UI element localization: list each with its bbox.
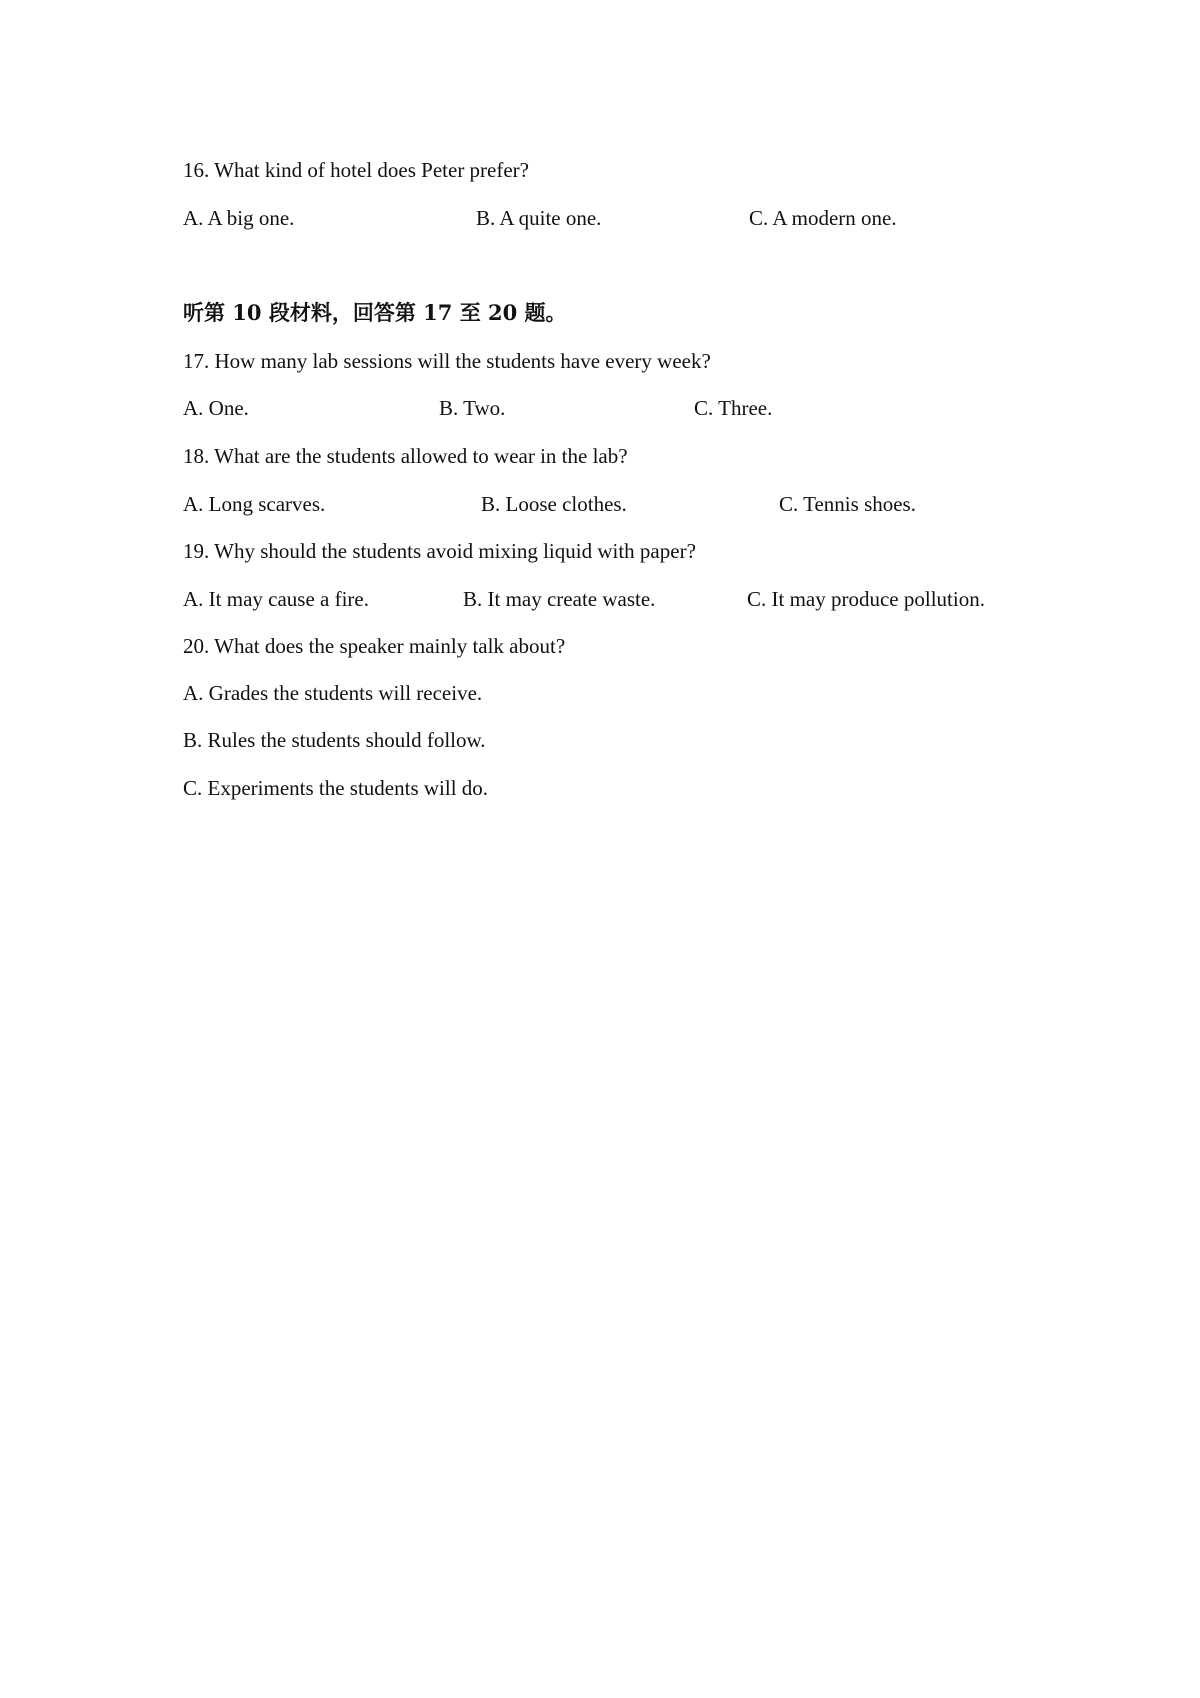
- q18-option-b: B. Loose clothes.: [481, 492, 627, 516]
- q19-option-b: B. It may create waste.: [463, 587, 656, 611]
- question-16: 16. What kind of hotel does Peter prefer?: [183, 158, 529, 182]
- q20-option-b: B. Rules the students should follow.: [183, 728, 486, 752]
- question-17: 17. How many lab sessions will the students have every week?: [183, 349, 711, 373]
- q16-option-a: A. A big one.: [183, 206, 295, 230]
- q18-option-c: C. Tennis shoes.: [779, 492, 916, 516]
- q16-option-c: C. A modern one.: [749, 206, 897, 230]
- q17-option-a: A. One.: [183, 396, 249, 420]
- q17-option-c: C. Three.: [694, 396, 773, 420]
- q19-option-a: A. It may cause a fire.: [183, 587, 369, 611]
- question-19: 19. Why should the students avoid mixing liquid with paper?: [183, 539, 696, 563]
- question-18: 18. What are the students allowed to wear in the lab?: [183, 444, 628, 468]
- q16-option-b: B. A quite one.: [476, 206, 602, 230]
- q18-option-a: A. Long scarves.: [183, 492, 326, 516]
- section-heading: 听第 10 段材料，回答第 17 至 20 题。: [183, 300, 567, 325]
- q17-option-b: B. Two.: [439, 396, 506, 420]
- q20-option-c: C. Experiments the students will do.: [183, 776, 489, 800]
- q20-option-a: A. Grades the students will receive.: [183, 681, 483, 705]
- q19-option-c: C. It may produce pollution.: [747, 587, 985, 611]
- question-20: 20. What does the speaker mainly talk about?: [183, 634, 566, 658]
